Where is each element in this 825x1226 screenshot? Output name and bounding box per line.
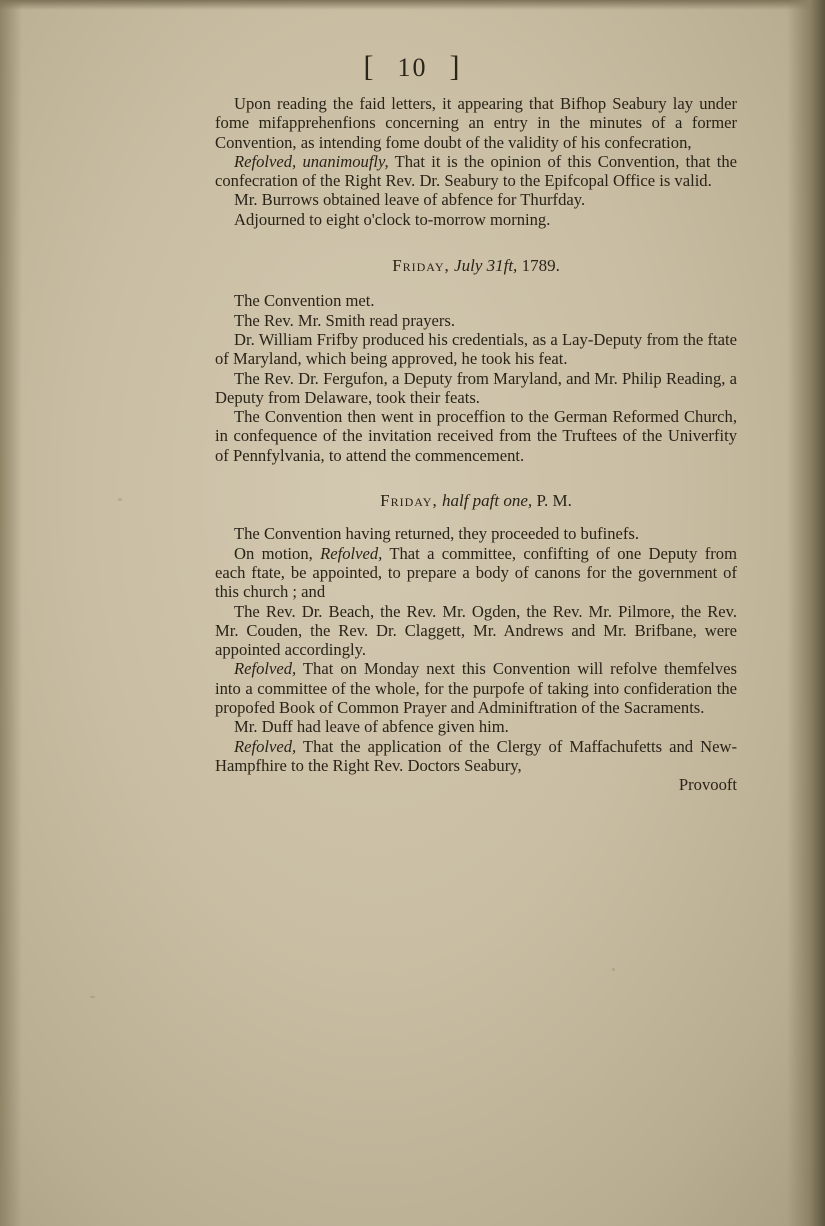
page-number-value: 10 bbox=[397, 53, 428, 82]
heading-day: Friday, bbox=[380, 491, 438, 511]
resolved-text: That the application of the Clergy of Maffachufetts and New-Hampfhire to the Right Rev. Doctors Seabury, bbox=[215, 736, 737, 775]
heading-friday-july bbox=[215, 256, 737, 275]
heading-friday-afternoon bbox=[215, 491, 737, 510]
paragraph-committee-motion bbox=[215, 544, 737, 602]
heading-time: half paft one, bbox=[441, 491, 533, 511]
motion-prefix: On motion, bbox=[234, 543, 321, 563]
paragraph-burrows-leave: Mr. Burrows obtained leave of abfence for Thurfday. bbox=[234, 190, 586, 210]
bracket-close: ] bbox=[449, 50, 462, 83]
bracket-open: [ bbox=[363, 50, 376, 83]
paragraph-smith-prayers: The Rev. Mr. Smith read prayers. bbox=[234, 310, 456, 330]
paragraph-resolved-application bbox=[215, 737, 737, 776]
paper-spot bbox=[90, 996, 95, 998]
paragraph-committee-members: The Rev. Dr. Beach, the Rev. Mr. Ogden, the Rev. Mr. Pilmore, the Rev. Mr. Couden, the Rev. Dr. Claggett, Mr. Andrews and Mr. Brifbane, were appointed accordingly. bbox=[215, 601, 737, 660]
page-top-edge bbox=[0, 0, 825, 10]
resolved-lead: Refolved, bbox=[234, 659, 297, 679]
page-number bbox=[0, 50, 825, 84]
heading-year: 1789. bbox=[521, 256, 560, 276]
paragraph-resolved-monday bbox=[215, 659, 737, 717]
paragraph-procession: The Convention then went in proceffion to the German Reformed Church, in confequence of the invitation received from the Truftees of the Univerfity of Pennfylvania, to attend the commencement. bbox=[215, 407, 737, 465]
paragraph-resolved-unanimously bbox=[215, 152, 737, 191]
heading-date: July 31ft, bbox=[454, 256, 518, 276]
resolved-text: That on Monday next this Convention will refolve themfelves into a committee of the whole, for the purpofe of taking into confideration the propofed Book of Common Prayer and Adminiftration of the Sacraments. bbox=[215, 659, 737, 718]
heading-suffix: P. M. bbox=[536, 491, 572, 511]
paragraph-convention-met: The Convention met. bbox=[234, 291, 375, 311]
resolved-lead: Refolved, bbox=[234, 736, 297, 756]
heading-day: Friday, bbox=[392, 256, 450, 276]
paragraph-adjourned: Adjourned to eight o'clock to-morrow morning. bbox=[234, 209, 551, 229]
catchword: Provooft bbox=[678, 775, 737, 795]
paragraph-upon-reading: Upon reading the faid letters, it appearing that Bifhop Seabury lay under fome mifapprehenfions concerning an entry in the minutes of a former Convention, as intending fome doubt of the validity of his confecration, bbox=[215, 94, 737, 152]
paragraph-duff-leave: Mr. Duff had leave of abfence given him. bbox=[234, 717, 509, 737]
resolved-lead: Refolved, unanimoufly, bbox=[234, 151, 389, 171]
paragraph-returned: The Convention having returned, they proceeded to bufinefs. bbox=[234, 524, 640, 544]
resolved-lead: Refolved, bbox=[320, 543, 383, 563]
paper-spot bbox=[118, 498, 122, 501]
resolved-text: That a committee, confifting of one Deputy from each ftate, be appointed, to prepare a body of canons for the government of this church ; and bbox=[215, 543, 737, 602]
paper-spot bbox=[612, 968, 615, 971]
paragraph-frisby-credentials: Dr. William Frifby produced his credentials, as a Lay-Deputy from the ftate of Maryland, which being approved, he took his feat. bbox=[215, 329, 737, 369]
body-text bbox=[215, 94, 737, 795]
paragraph-ferguson-reading: The Rev. Dr. Fergufon, a Deputy from Maryland, and Mr. Philip Reading, a Deputy from Delaware, took their feats. bbox=[215, 368, 737, 407]
resolved-text: That it is the opinion of this Convention, that the confecration of the Right Rev. Dr. Seabury to the Epifcopal Office is valid. bbox=[215, 151, 737, 191]
